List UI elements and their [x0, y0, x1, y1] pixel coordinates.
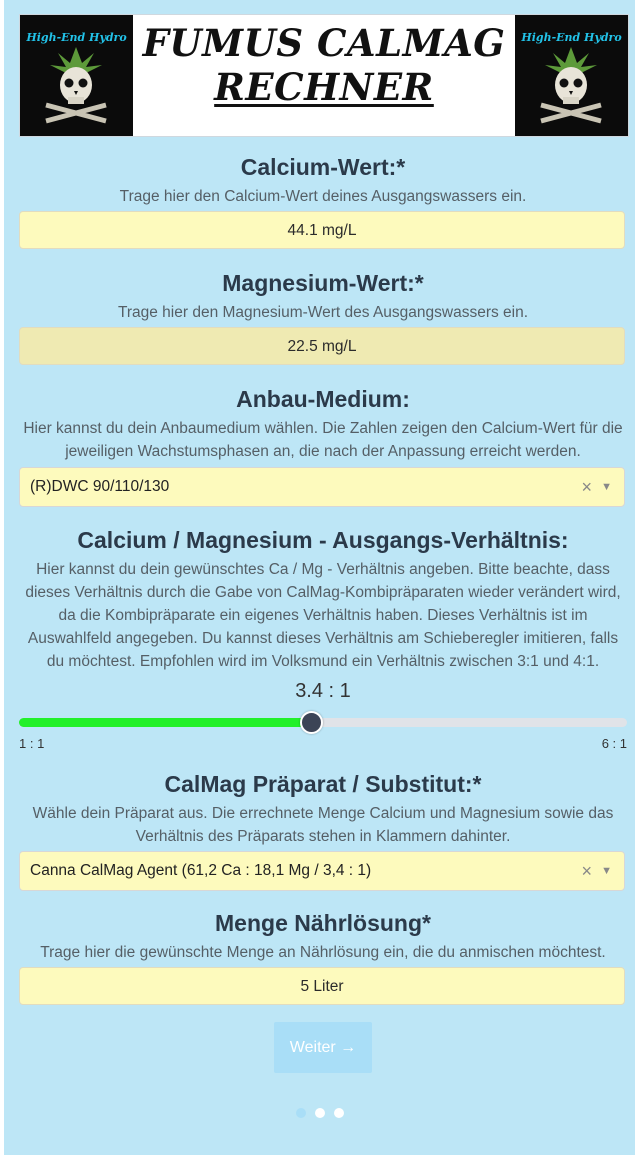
product-heading: CalMag Präparat / Substitut:* [164, 771, 482, 797]
product-section [19, 770, 627, 848]
product-select[interactable] [19, 851, 625, 891]
title-line-2: RECHNER [214, 65, 434, 109]
ratio-slider[interactable] [19, 718, 627, 727]
calcium-input[interactable]: 44.1 mg/L [19, 211, 625, 249]
slider-fill [19, 718, 311, 727]
slider-thumb[interactable] [300, 711, 323, 734]
logo-text: High-End Hydro [521, 31, 622, 44]
logo-right [515, 15, 628, 136]
skull-icon [36, 45, 116, 125]
next-button[interactable]: Weiter → [274, 1022, 372, 1073]
pagination-dot[interactable] [315, 1108, 325, 1118]
clear-icon[interactable]: × [581, 861, 592, 881]
volume-heading: Menge Nährlösung* [215, 910, 431, 936]
logo-left [20, 15, 133, 136]
calcium-section [19, 153, 627, 208]
pagination-dot[interactable] [334, 1108, 344, 1118]
ratio-heading: Calcium / Magnesium - Ausgangs-Verhältnis: [77, 527, 569, 553]
title-line-1: FUMUS CALMAG [142, 21, 506, 65]
chevron-down-icon[interactable]: ▼ [601, 865, 612, 877]
medium-section [19, 385, 627, 463]
volume-input[interactable]: 5 Liter [19, 967, 625, 1005]
product-description: Wähle dein Präparat aus. Die errechnete Menge Calcium und Magnesium sowie das Verhältnis des Präparats stehen in Klammern dahinter. [32, 805, 614, 845]
magnesium-section [19, 269, 627, 324]
medium-selected-value: (R)DWC 90/110/130 [30, 478, 170, 495]
chevron-down-icon[interactable]: ▼ [601, 481, 612, 493]
pagination-dot[interactable] [296, 1108, 306, 1118]
magnesium-input[interactable]: 22.5 mg/L [19, 327, 625, 365]
ratio-value: 3.4 : 1 [295, 680, 351, 702]
medium-select[interactable] [19, 467, 625, 507]
magnesium-heading: Magnesium-Wert:* [222, 270, 424, 296]
volume-description: Trage hier die gewünschte Menge an Nährlösung ein, die du anmischen möchtest. [40, 944, 606, 961]
volume-section [19, 909, 627, 964]
product-selected-value: Canna CalMag Agent (61,2 Ca : 18,1 Mg / 3,4 : 1) [30, 862, 372, 879]
clear-icon[interactable]: × [581, 477, 592, 497]
app-title [133, 21, 515, 109]
skull-icon [531, 45, 611, 125]
logo-text: High-End Hydro [26, 31, 127, 44]
ratio-section [19, 526, 627, 673]
medium-heading: Anbau-Medium: [236, 386, 410, 412]
calcium-heading: Calcium-Wert:* [240, 154, 406, 180]
pagination-dots [296, 1108, 356, 1120]
header-banner [19, 14, 629, 137]
magnesium-description: Trage hier den Magnesium-Wert des Ausgangswassers ein. [117, 304, 529, 321]
calcium-description: Trage hier den Calcium-Wert deines Ausgangswassers ein. [119, 188, 527, 205]
slider-min-label: 1 : 1 [19, 736, 45, 751]
form-panel [4, 0, 635, 1155]
medium-description: Hier kannst du dein Anbaumedium wählen. Die Zahlen zeigen den Calcium-Wert für die jeweiligen Wachstumsphasen an, die nach der Anpassung erreicht werden. [23, 420, 623, 460]
ratio-description: Hier kannst du dein gewünschtes Ca / Mg - Verhältnis angeben. Bitte beachte, dass dieses Verhältnis durch die Gabe von CalMag-Kombipräparaten wieder verändert wird, da die Kombipräparate ein eigenes Verhältnis haben. Dieses Verhältnis ist im Auswahlfeld angegeben. Du kannst dieses Verhältnis am Schieberegler imitieren, falls du möchtest. Empfohlen wird im Volksmund ein Verhältnis zwischen 3:1 und 4:1. [25, 561, 621, 670]
slider-max-label: 6 : 1 [601, 736, 627, 751]
